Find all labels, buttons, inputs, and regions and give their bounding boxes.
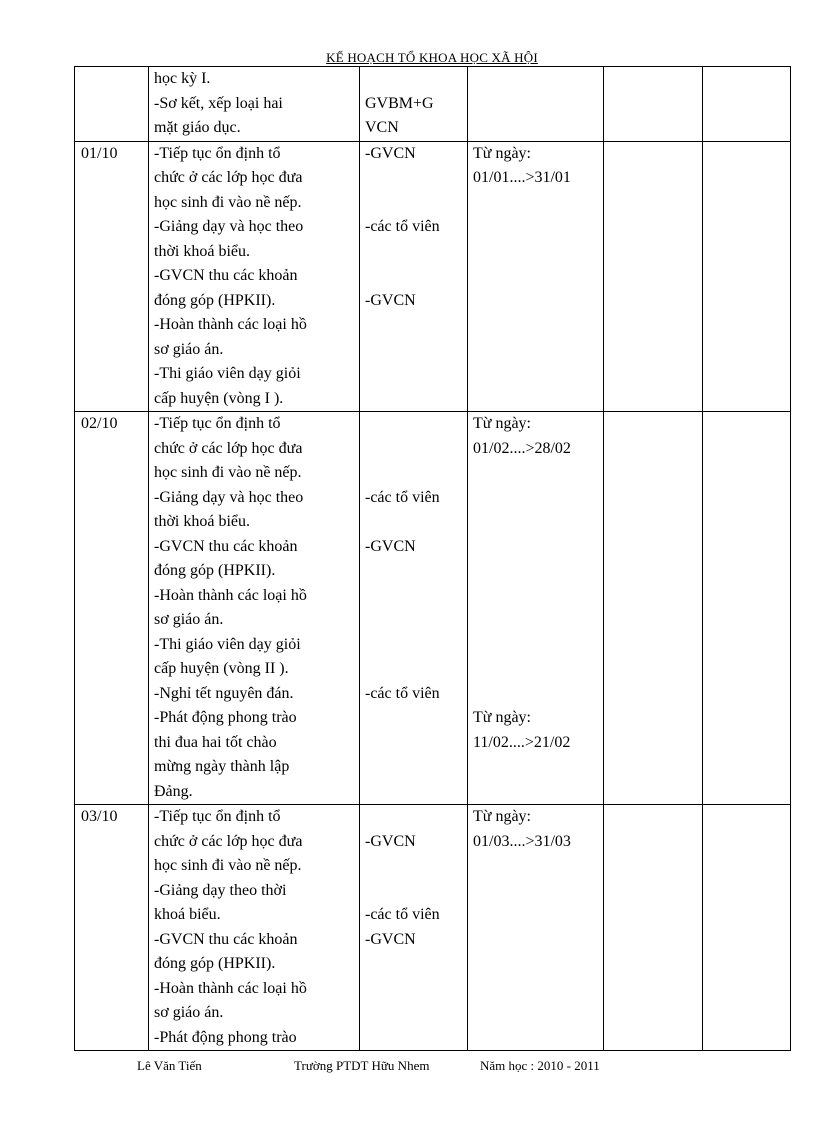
task-line: sơ giáo án. [154, 1004, 224, 1021]
time-line [473, 633, 603, 658]
empty-cell [604, 805, 703, 1051]
responsible-line [365, 584, 467, 609]
task-line: -Thi giáo viên dạy giỏi [154, 365, 301, 382]
month-cell [75, 141, 149, 412]
responsible-line: -các tổ viên [365, 906, 440, 923]
month-cell [75, 412, 149, 805]
responsible-line: VCN [365, 119, 399, 136]
task-line: học kỳ I. [154, 70, 211, 87]
table-row [75, 141, 791, 412]
responsible-line: -GVCN [365, 537, 416, 555]
month-cell [75, 805, 149, 1051]
responsible-line [365, 510, 467, 535]
footer-year: Năm học : 2010 - 2011 [480, 1058, 600, 1073]
time-line: 01/02....>28/02 [473, 439, 571, 457]
responsible-line [365, 191, 467, 216]
task-line: -Tiếp tục ổn định tổ [154, 415, 281, 432]
time-line [473, 682, 603, 707]
task-line: thi đua hai tốt chào [154, 733, 277, 751]
task-line: mặt giáo dục. [154, 119, 241, 136]
task-line: thời khoá biểu. [154, 513, 250, 530]
task-line: sơ giáo án. [154, 611, 224, 628]
responsible-line: -GVCN [365, 144, 416, 162]
time-cell [468, 412, 604, 805]
responsible-line: -các tổ viên [365, 218, 440, 235]
task-line: -Phát động phong trào [154, 1028, 297, 1046]
footer-author: Lê Văn Tiến [137, 1058, 202, 1073]
task-line: -Tiếp tục ổn định tổ [154, 144, 281, 162]
task-line: sơ giáo án. [154, 340, 224, 358]
tasks-cell [149, 412, 360, 805]
task-line: học sinh đi vào nề nếp. [154, 857, 302, 874]
empty-cell [703, 805, 791, 1051]
task-line: -Giảng dạy theo thời [154, 881, 287, 899]
responsible-line: -các tổ viên [365, 488, 440, 506]
time-line [473, 535, 603, 560]
empty-cell [604, 412, 703, 805]
responsible-line: -GVCN [365, 930, 416, 948]
responsible-line: -các tổ viên [365, 684, 440, 702]
time-line [473, 559, 603, 584]
task-line: chức ở các lớp học đưa [154, 439, 303, 457]
time-line: Từ ngày: [473, 144, 531, 162]
task-line: -Hoàn thành các loại hồ [154, 979, 307, 997]
page-header-title: KẾ HOẠCH TỔ KHOA HỌC XÃ HỘI [326, 50, 538, 65]
task-line: đóng góp (HPKII). [154, 955, 276, 972]
task-line: -Giảng dạy và học theo [154, 488, 304, 506]
responsible-line [365, 657, 467, 682]
responsible-line [365, 879, 467, 904]
responsible-line [365, 461, 467, 486]
task-line: -Nghỉ tết nguyên đán. [154, 684, 294, 702]
task-line: cấp huyện (vòng I ). [154, 389, 284, 407]
task-line: Đảng. [154, 782, 193, 800]
responsible-line [365, 412, 467, 437]
time-line [473, 461, 603, 486]
time-line: Từ ngày: [473, 808, 531, 825]
task-line: -Thi giáo viên dạy giỏi [154, 635, 301, 653]
task-line: -Sơ kết, xếp loại hai [154, 94, 283, 112]
responsible-line [365, 264, 467, 289]
task-line: mừng ngày thành lập [154, 758, 290, 775]
responsible-line: GVBM+G [365, 94, 434, 112]
time-line [473, 657, 603, 682]
task-line: học sinh đi vào nề nếp. [154, 464, 302, 481]
time-line: Từ ngày: [473, 415, 531, 432]
time-line: 01/03....>31/03 [473, 832, 571, 850]
task-line: thời khoá biểu. [154, 242, 250, 260]
empty-cell [703, 141, 791, 412]
responsible-line [365, 805, 467, 830]
responsible-line [365, 67, 467, 92]
task-line: đóng góp (HPKII). [154, 562, 276, 579]
task-line: -Tiếp tục ổn định tổ [154, 808, 281, 825]
time-cell [468, 805, 604, 1051]
month-label: 02/10 [81, 415, 118, 432]
responsible-line: -GVCN [365, 832, 416, 850]
responsible-cell [360, 141, 468, 412]
task-line: -Hoàn thành các loại hồ [154, 586, 307, 604]
month-label: 03/10 [81, 808, 118, 825]
time-line: Từ ngày: [473, 709, 531, 726]
tasks-cell [149, 141, 360, 412]
table-row [75, 412, 791, 805]
task-line: -Giảng dạy và học theo [154, 218, 304, 235]
responsible-line: -GVCN [365, 291, 416, 309]
empty-cell [604, 141, 703, 412]
responsible-cell [360, 67, 468, 142]
responsible-cell [360, 805, 468, 1051]
time-line [473, 608, 603, 633]
table-row [75, 67, 791, 142]
responsible-line [365, 437, 467, 462]
responsible-line [365, 559, 467, 584]
task-line: khoá biểu. [154, 906, 221, 923]
time-line: 01/01....>31/01 [473, 169, 571, 186]
time-cell [468, 141, 604, 412]
time-line: 11/02....>21/02 [473, 733, 571, 751]
task-line: đóng góp (HPKII). [154, 291, 276, 309]
task-line: cấp huyện (vòng II ). [154, 660, 289, 677]
time-line [473, 486, 603, 511]
responsible-line [365, 633, 467, 658]
task-line: -Phát động phong trào [154, 709, 297, 726]
month-label: 01/10 [81, 144, 118, 162]
empty-cell [604, 67, 703, 142]
responsible-line [365, 608, 467, 633]
task-line: chức ở các lớp học đưa [154, 169, 303, 186]
month-label [81, 67, 148, 92]
table-row [75, 805, 791, 1051]
responsible-line [365, 240, 467, 265]
empty-cell [703, 412, 791, 805]
month-cell [75, 67, 149, 142]
tasks-cell [149, 805, 360, 1051]
time-line [473, 510, 603, 535]
responsible-line [365, 854, 467, 879]
task-line: chức ở các lớp học đưa [154, 832, 303, 850]
task-line: -GVCN thu các khoản [154, 930, 298, 948]
task-line: -GVCN thu các khoản [154, 537, 298, 555]
tasks-cell [149, 67, 360, 142]
task-line: -GVCN thu các khoản [154, 267, 298, 284]
responsible-cell [360, 412, 468, 805]
time-line [473, 584, 603, 609]
time-cell [468, 67, 604, 142]
empty-cell [703, 67, 791, 142]
task-line: học sinh đi vào nề nếp. [154, 193, 302, 211]
responsible-line [365, 166, 467, 191]
task-line: -Hoàn thành các loại hồ [154, 316, 307, 333]
footer-school: Trường PTDT Hữu Nhem [294, 1058, 430, 1073]
plan-table [74, 66, 791, 1051]
